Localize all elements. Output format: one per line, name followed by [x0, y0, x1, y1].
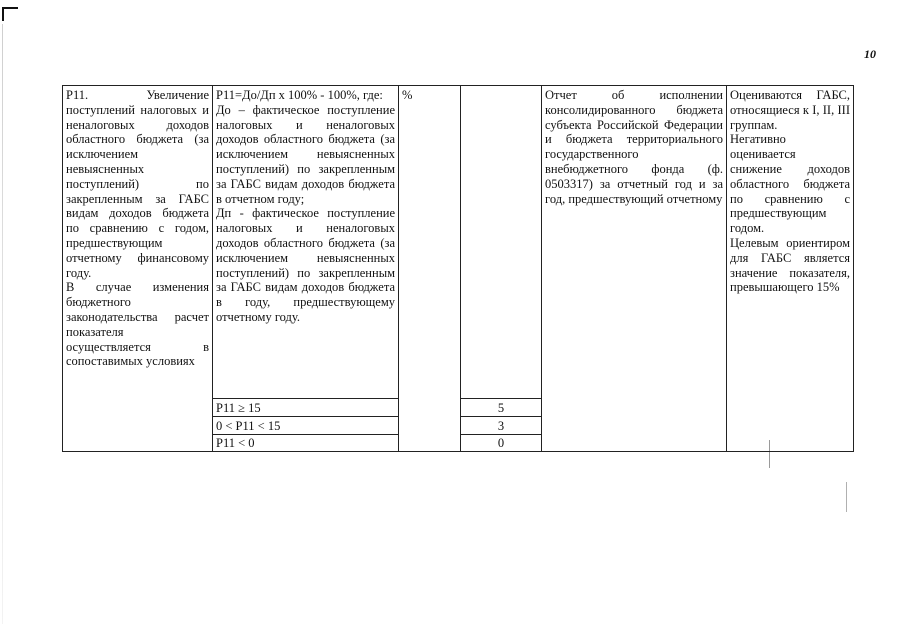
evaluation-cell [727, 86, 854, 452]
scan-artifact [846, 482, 847, 512]
evaluation-negative: Негативно оценивается снижение доходов областного бюджета по сравнению с предшествующим годом. [730, 132, 850, 236]
criteria-condition: P11 ≥ 15 [213, 399, 399, 417]
indicator-description: P11. Увеличение поступлений налоговых и неналоговых доходов областного бюджета (за исключением невыясненных поступлений) по закрепленным за ГАБС видам доходов бюджета по сравнению с годом, предшествующим отчетному финансовому году. [66, 88, 209, 280]
formula-text: P11=До/Дп x 100% - 100%, где: [216, 88, 383, 102]
formula-definition-do: До – фактическое поступление налоговых и неналоговых доходов областного бюджета (за исключением невыясненных поступлений) по закрепленным за ГАБС видам доходов бюджета в отчетном году; [216, 102, 395, 206]
formula-definition-dp: Дп - фактическое поступление налоговых и неналоговых доходов областного бюджета (за исключением невыясненных поступлений) по закрепленным за ГАБС видам доходов бюджета в году, предшествующему отчетному году. [216, 206, 395, 324]
scan-edge-line [2, 24, 3, 624]
page-number: 10 [864, 47, 876, 61]
criteria-score: 0 [461, 435, 542, 452]
criteria-condition: 0 < P11 < 15 [213, 417, 399, 435]
scan-corner-mark [2, 7, 18, 9]
indicator-cell [63, 86, 213, 452]
indicator-note: В случае изменения бюджетного законодательства расчет показателя осуществляется в сопоставимых условиях [66, 280, 209, 369]
score-header-cell [461, 86, 542, 399]
criteria-score: 5 [461, 399, 542, 417]
criteria-score: 3 [461, 417, 542, 435]
scan-corner-mark-vertical [2, 7, 4, 21]
evaluation-groups: Оцениваются ГАБС, относящиеся к I, II, III группам. [730, 88, 850, 132]
source-cell [542, 86, 727, 452]
formula-cell [213, 86, 399, 399]
evaluation-target: Целевым ориентиром для ГАБС является значение показателя, превышающего 15% [730, 235, 850, 295]
source-text: Отчет об исполнении консолидированного бюджета субъекта Российской Федерации и бюджета территориального государственного внебюджетного фонда (ф. 0503317) за отчетный год и за год, предшествующий отчетному [545, 88, 723, 206]
criteria-condition: P11 < 0 [213, 435, 399, 452]
table-row [63, 86, 854, 399]
indicator-table [62, 85, 854, 452]
unit-cell: % [399, 86, 461, 452]
